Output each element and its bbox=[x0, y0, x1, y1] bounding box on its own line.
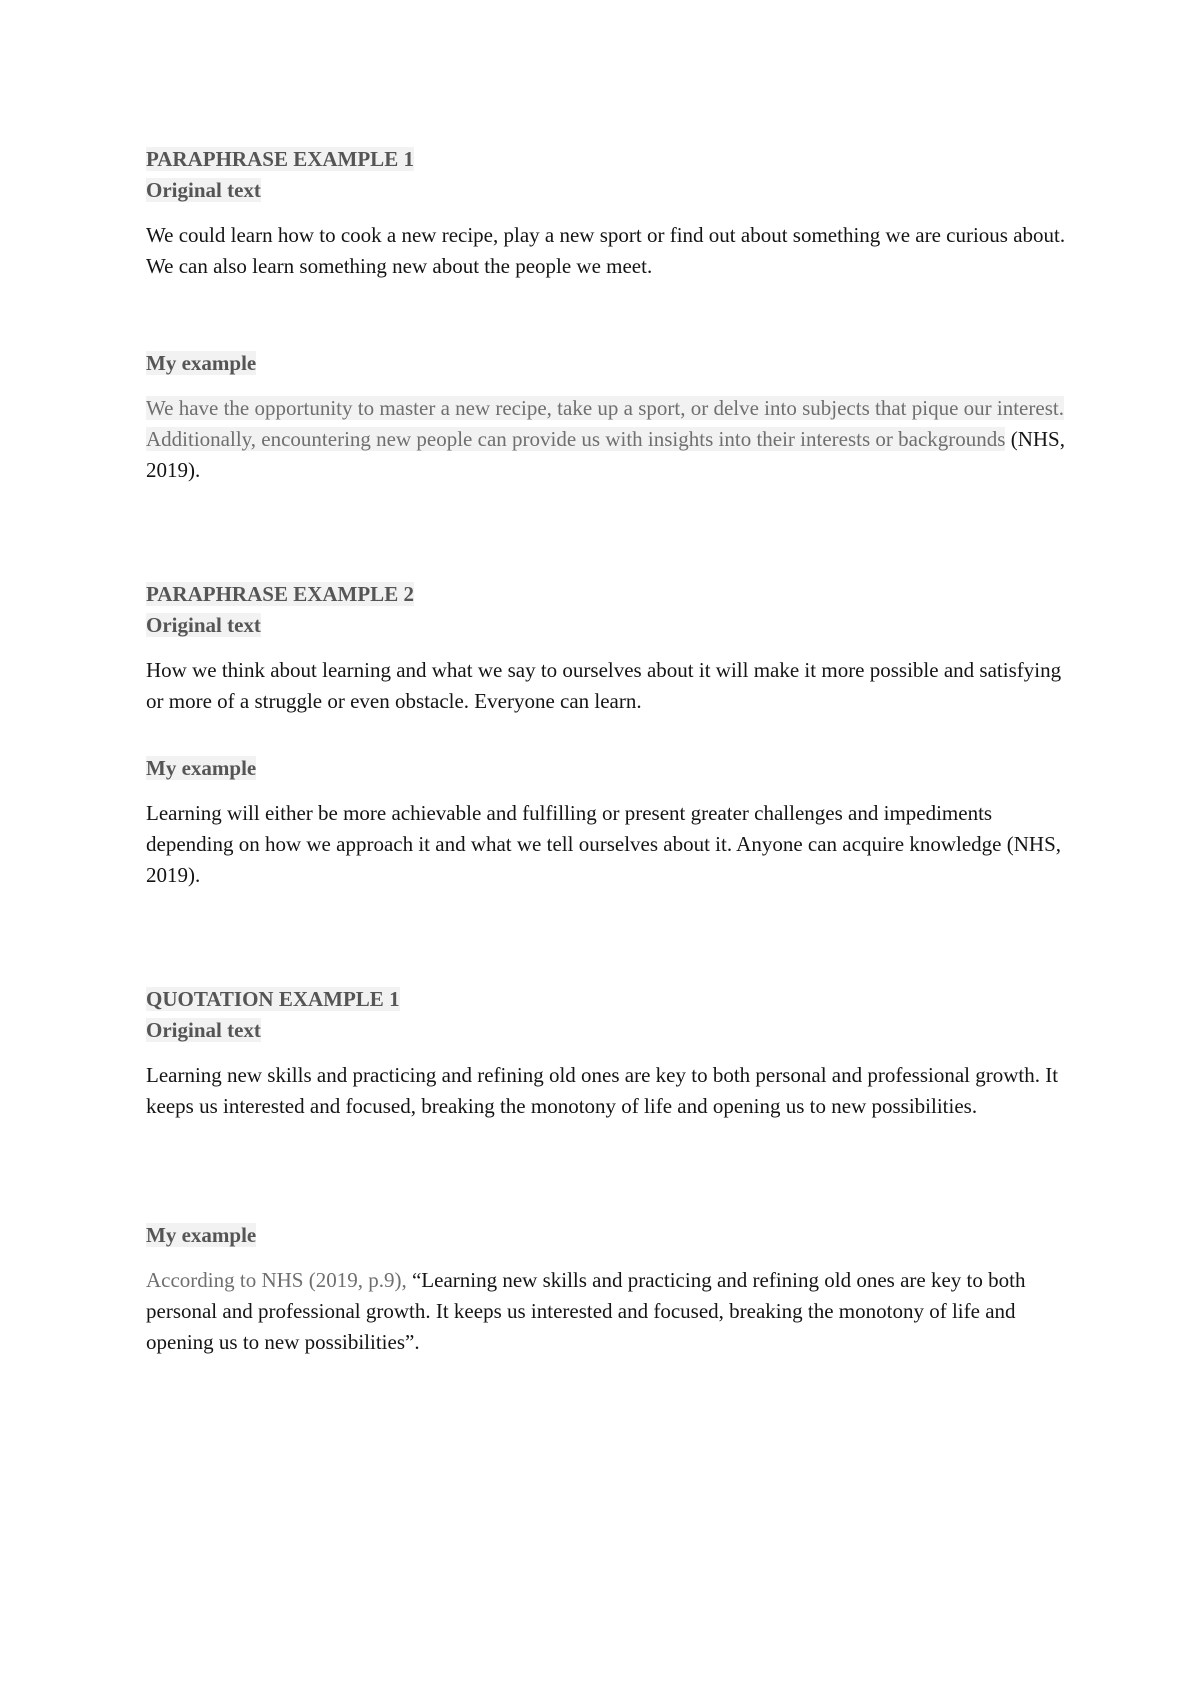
original-text-3: Learning new skills and practicing and refining old ones are key to both personal and professional growth. It keeps us interested and focused, breaking the monotony of life and opening us to new possibilities. bbox=[146, 1063, 1059, 1118]
my-example-text-3: According to NHS (2019, p.9), “Learning new skills and practicing and refining old ones are key to both personal and professional growth. It keeps us interested and focused, breaking the monotony of life and opening us to new possibilities”. bbox=[146, 1268, 1026, 1354]
original-text-label-3: Original text bbox=[146, 1018, 261, 1042]
original-text-label-1: Original text bbox=[146, 178, 261, 202]
my-example-label-2: My example bbox=[146, 756, 257, 780]
section-title-quotation-1: QUOTATION EXAMPLE 1 bbox=[146, 987, 400, 1011]
my-example-text-1: We have the opportunity to master a new recipe, take up a sport, or delve into subjects that pique our interest. Additionally, encountering new people can provide us with insights into their interests or backgrounds (NHS, 2019). bbox=[146, 396, 1065, 482]
original-text-1: We could learn how to cook a new recipe, play a new sport or find out about something we are curious about. We can also learn something new about the people we meet. bbox=[146, 223, 1066, 278]
original-text-label-2: Original text bbox=[146, 613, 261, 637]
document-content bbox=[146, 144, 1076, 1358]
section-title-paraphrase-1: PARAPHRASE EXAMPLE 1 bbox=[146, 147, 414, 171]
my-example-text-2: Learning will either be more achievable and fulfilling or present greater challenges and impediments depending on how we approach it and what we tell ourselves about it. Anyone can acquire knowledge (NHS, 2019). bbox=[146, 801, 1061, 887]
my-example-label-1: My example bbox=[146, 351, 257, 375]
original-text-2: How we think about learning and what we say to ourselves about it will make it more possible and satisfying or more of a struggle or even obstacle. Everyone can learn. bbox=[146, 658, 1062, 713]
my-example-label-3: My example bbox=[146, 1223, 257, 1247]
section-title-paraphrase-2: PARAPHRASE EXAMPLE 2 bbox=[146, 582, 414, 606]
